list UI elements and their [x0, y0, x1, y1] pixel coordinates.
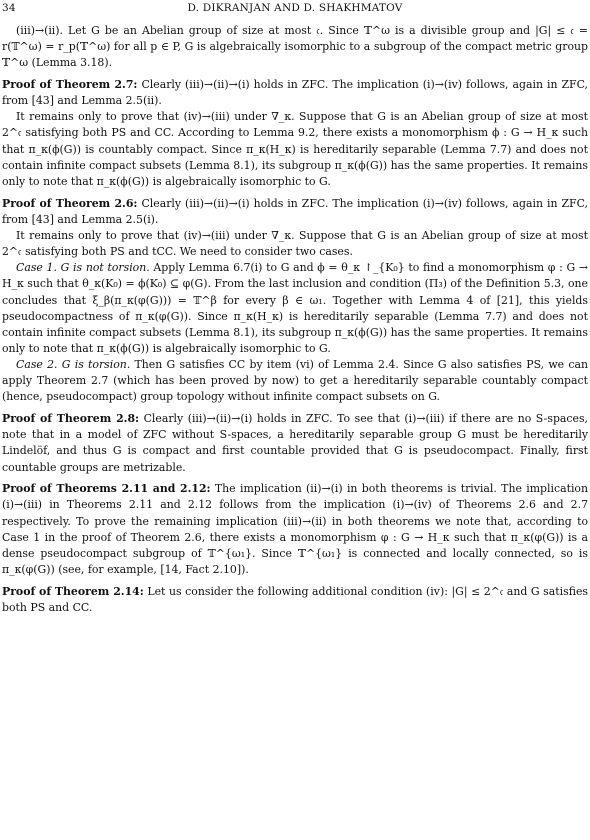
case-heading: Case 2. G is torsion.: [16, 358, 131, 372]
paragraph-text: (iii)→(ii). Let G be an Abelian group of size at most 𝔠. Since 𝕋^ω is a divisible group and |G| ≤ 𝔠 = r(𝕋^ω) = r_p(𝕋^ω) for all p ∈ P, G is algebraically isomorphic to a subgroup of the compact metric group 𝕋^ω (Lemma 3.18).: [2, 24, 588, 70]
paragraph-continuation: [2, 23, 588, 71]
paragraph-text: It remains only to prove that (iv)→(iii) under ∇_κ. Suppose that G is an Abelian group of size at most 2^𝔠 satisfying both PS and CC. According to Lemma 9.2, there exists a monomorphism ϕ : G → H_κ such that π_κ(ϕ(G)) is countably compact. Since π_κ(H_κ) is hereditarily separable (Lemma 7.7) and does not contain infinite compact subsets (Lemma 8.1), its subgroup π_κ(ϕ(G)) has the same properties. It remains only to note that π_κ(ϕ(G)) is algebraically isomorphic to G.: [2, 110, 588, 188]
proof-heading: Proof of Theorem 2.14:: [2, 584, 144, 598]
proof-heading: Proof of Theorem 2.8:: [2, 412, 140, 426]
paragraph-text: Clearly (iii)→(ii)→(i) holds in ZFC. The implication (i)→(iv) follows, again in ZFC, from [43] and Lemma 2.5(i).: [2, 196, 588, 226]
paragraph-text: Clearly (iii)→(ii)→(i) holds in ZFC. To see that (i)→(iii) if there are no S-spaces, note that in a model of ZFC without S-spaces, a hereditarily separable group G must be hereditarily Lindelöf, and thus G is compact and first countable provided that G is pseudocompact. Finally, first countable groups are metrizable.: [2, 412, 588, 474]
paragraph-text: Let us consider the following additional condition (iv): |G| ≤ 2^𝔠 and G satisfies both PS and CC.: [2, 584, 589, 614]
proof-theorem-2-8: [2, 411, 588, 476]
page-header: [2, 2, 588, 16]
case-heading: Case 1. G is not torsion.: [16, 261, 150, 275]
paragraph-text: Apply Lemma 6.7(i) to G and ϕ = θ_κ ↾_{K₀} to find a monomorphism φ : G → H_κ such that θ_κ(K₀) = ϕ(K₀) ⊆ φ(G). From the last inclusion and condition (Π₃) of the Definition 5.3, one concludes that ξ_β(π_κ(φ(G))) = 𝕋^β for every β ∈ ω₁. Together with Lemma 4 of [21], this yields pseudocompactness of π_κ(φ(G)). Since π_κ(H_κ) is hereditarily separable (Lemma 7.7) and does not contain infinite compact subsets (Lemma 8.1), its subgroup π_κ(ϕ(G)) has the same properties. It remains only to note that π_κ(ϕ(G)) is algebraically isomorphic to G.: [2, 261, 588, 355]
proof-heading: Proof of Theorems 2.11 and 2.12:: [2, 482, 211, 496]
proof-theorem-2-7: [2, 77, 588, 109]
proof-theorem-2-14: [2, 584, 588, 616]
paragraph-text: Then G satisfies CC by item (vi) of Lemma 2.4. Since G also satisfies PS, we can apply Theorem 2.7 (which has been proved by now) to get a hereditarily separable countably compact (hence, pseudocompact) group topology without infinite compact subsets on G.: [2, 358, 588, 404]
proof-theorems-2-11-2-12: [2, 481, 588, 578]
case-1-paragraph: [2, 260, 588, 357]
paragraph-text: Clearly (iii)→(ii)→(i) holds in ZFC. The implication (i)→(iv) follows, again in ZFC, from [43] and Lemma 2.5(ii).: [2, 77, 588, 108]
paragraph-text: The implication (ii)→(i) in both theorems is trivial. The implication (i)→(iii) in Theorems 2.11 and 2.12 follows from the implication (i)→(iv) of Theorems 2.6 and 2.7 respectively. To prove the remaining implication (iii)→(ii) in both theorems we note that, according to Case 1 in the proof of Theorem 2.6, there exists a monomorphism φ : G → H_κ such that π_κ(φ(G)) is a dense pseudocompact subgroup of 𝕋^{ω₁}. Since 𝕋^{ω₁} is connected and locally connected, so is π_κ(φ(G)) (see, for example, [14, Fact 2.10]).: [2, 482, 588, 576]
proof-theorem-2-6: [2, 196, 588, 228]
page-number: 34: [2, 2, 16, 14]
paragraph-text: It remains only to prove that (iv)→(iii) under ∇_κ. Suppose that G is an Abelian group of size at most 2^𝔠 satisfying both PS and tCC. We need to consider two cases.: [2, 228, 588, 259]
proof-heading: Proof of Theorem 2.6:: [2, 196, 138, 210]
paragraph: [2, 228, 588, 260]
page-body: [2, 23, 588, 616]
proof-heading: Proof of Theorem 2.7:: [2, 77, 138, 91]
paragraph: [2, 109, 588, 190]
case-2-paragraph: [2, 357, 588, 405]
running-title: D. DIKRANJAN AND D. SHAKHMATOV: [187, 2, 403, 14]
